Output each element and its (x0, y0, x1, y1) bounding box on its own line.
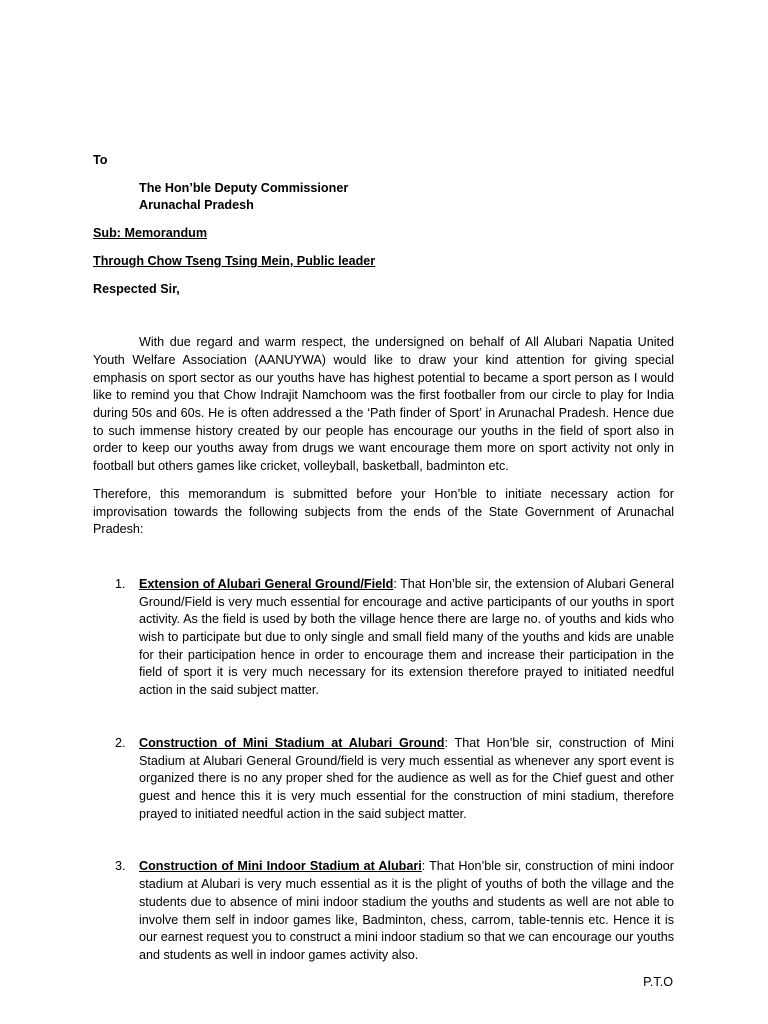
list-item (93, 576, 674, 700)
item-heading: Construction of Mini Stadium at Alubari Ground (139, 735, 445, 750)
recipient-address (139, 180, 674, 215)
recipient-state: Arunachal Pradesh (139, 198, 254, 213)
salutation: Respected Sir, (93, 281, 180, 296)
to-label: To (93, 153, 108, 167)
item-body: : That Hon’ble sir, construction of Mini Stadium at Alubari General Ground/field is very much essential as whenever any sport event is organized there is no any proper shed for the audience as well as for the Chief guest and other guest and hence this it is very much essential for the construction of mini stadium, therefore prayed to initiated needful action in the said subject matter. (139, 735, 674, 821)
item-number: 2. (115, 735, 126, 750)
item-number: 1. (115, 576, 126, 591)
item-body: : That Hon’ble sir, the extension of Alubari General Ground/Field is very much essential for encourage and active participants of our youths in sport activity. As the field is used by both the village hence there are large no. of youths and kids who wish to participate but due to only single and small field many of the youths and kids are unable for their participation hence in order to encourage them and increase their participation in the field of sport it is very much necessary for its extension therefore prayed to initiated needful action in the said subject matter. (139, 576, 674, 698)
letter-body (93, 152, 674, 965)
subject-list (93, 576, 674, 965)
item-heading: Construction of Mini Indoor Stadium at Alubari (139, 859, 422, 874)
intro-paragraph: With due regard and warm respect, the undersigned on behalf of All Alubari Napatia United Youth Welfare Association (AANUYWA) would like to draw your kind attention for giving special emphasis on sport sector as our youths have has highest potential to became a sport person as I would like to remind you that Chow Indrajit Namchoom was the first footballer from our circle to play for India during 50s and 60s. He is often addressed a the ‘Path finder of Sport’ in Arunachal Pradesh. Hence due to such immense history created by our people has encourage our youths in the field of sport also in order to keep our youths away from drugs we want encourage them more on sport activity not only in football but others games like cricket, volleyball, basketball, badminton etc. (93, 335, 674, 474)
item-heading: Extension of Alubari General Ground/Field (139, 576, 394, 591)
request-paragraph: Therefore, this memorandum is submitted before your Hon’ble to initiate necessary action for improvisation towards the following subjects from the ends of the State Government of Arunachal Pradesh: (93, 486, 674, 537)
subject-line: Sub: Memorandum (93, 226, 208, 241)
item-body: : That Hon’ble sir, construction of mini indoor stadium at Alubari is very much essential as it is the plight of youths of both the village and the students due to absence of mini indoor stadium the youths and students as well are not able to involve them self in indoor games like, Badminton, chess, carrom, table-tennis etc. Hence it is our earnest request you to construct a mini indoor stadium so that we can encourage our youths and students as well in indoor games activity also. (139, 859, 675, 962)
page-turn-note: P.T.O (643, 975, 673, 989)
list-item (93, 735, 674, 824)
recipient-title: The Hon’ble Deputy Commissioner (139, 180, 349, 195)
through-line: Through Chow Tseng Tsing Mein, Public leader (93, 253, 376, 268)
item-number: 3. (115, 859, 126, 874)
list-item (93, 858, 674, 964)
